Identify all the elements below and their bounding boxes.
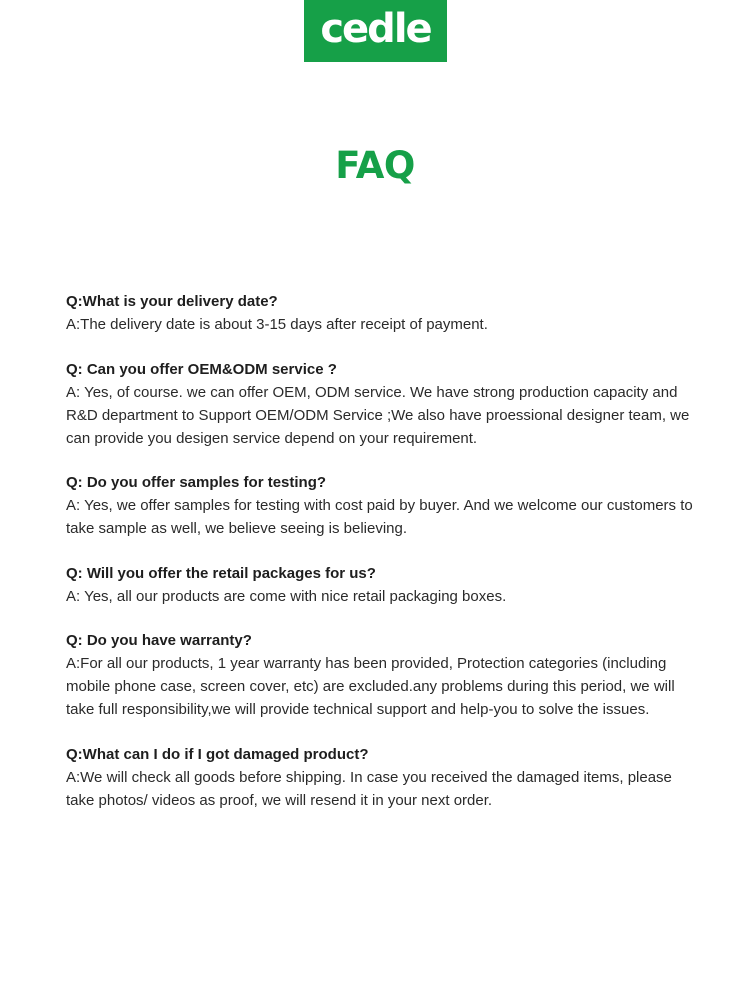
brand-logo bbox=[304, 0, 447, 62]
faq-answer: A: Yes, we offer samples for testing with cost paid by buyer. And we welcome our customers to take sample as well, we believe seeing is believing. bbox=[66, 497, 693, 537]
faq-item bbox=[66, 290, 696, 336]
faq-item bbox=[66, 358, 696, 450]
faq-question: Q: Do you have warranty? bbox=[66, 632, 252, 649]
logo-text: cedle bbox=[320, 6, 431, 52]
faq-answer: A:We will check all goods before shipping. In case you received the damaged items, please take photos/ videos as proof, we will resend it in your next order. bbox=[66, 768, 672, 809]
faq-item bbox=[66, 629, 696, 721]
faq-answer: A: Yes, of course. we can offer OEM, ODM service. We have strong production capacity and R&D department to Support OEM/ODM Service ;We also have proessional designer team, we can provide you desigen service depend on your requirement. bbox=[66, 383, 690, 447]
faq-item bbox=[66, 562, 696, 608]
faq-answer: A: Yes, all our products are come with nice retail packaging boxes. bbox=[66, 587, 507, 605]
faq-item bbox=[66, 743, 696, 812]
faq-question: Q:What is your delivery date? bbox=[66, 293, 278, 310]
faq-list bbox=[66, 290, 696, 833]
faq-question: Q: Can you offer OEM&ODM service ? bbox=[66, 360, 337, 378]
faq-answer: A:For all our products, 1 year warranty has been provided, Protection categories (including mobile phone case, screen cover, etc) are excluded.any problems during this period, we will take full responsibility,we will provide technical support and help-you to solve the issues. bbox=[66, 655, 675, 718]
faq-answer: A:The delivery date is about 3-15 days after receipt of payment. bbox=[66, 316, 488, 333]
page-title: FAQ bbox=[335, 144, 415, 187]
faq-question: Q:What can I do if I got damaged product? bbox=[66, 745, 369, 763]
faq-item bbox=[66, 471, 696, 540]
faq-question: Q: Do you offer samples for testing? bbox=[66, 474, 327, 491]
faq-question: Q: Will you offer the retail packages for us? bbox=[66, 564, 376, 582]
